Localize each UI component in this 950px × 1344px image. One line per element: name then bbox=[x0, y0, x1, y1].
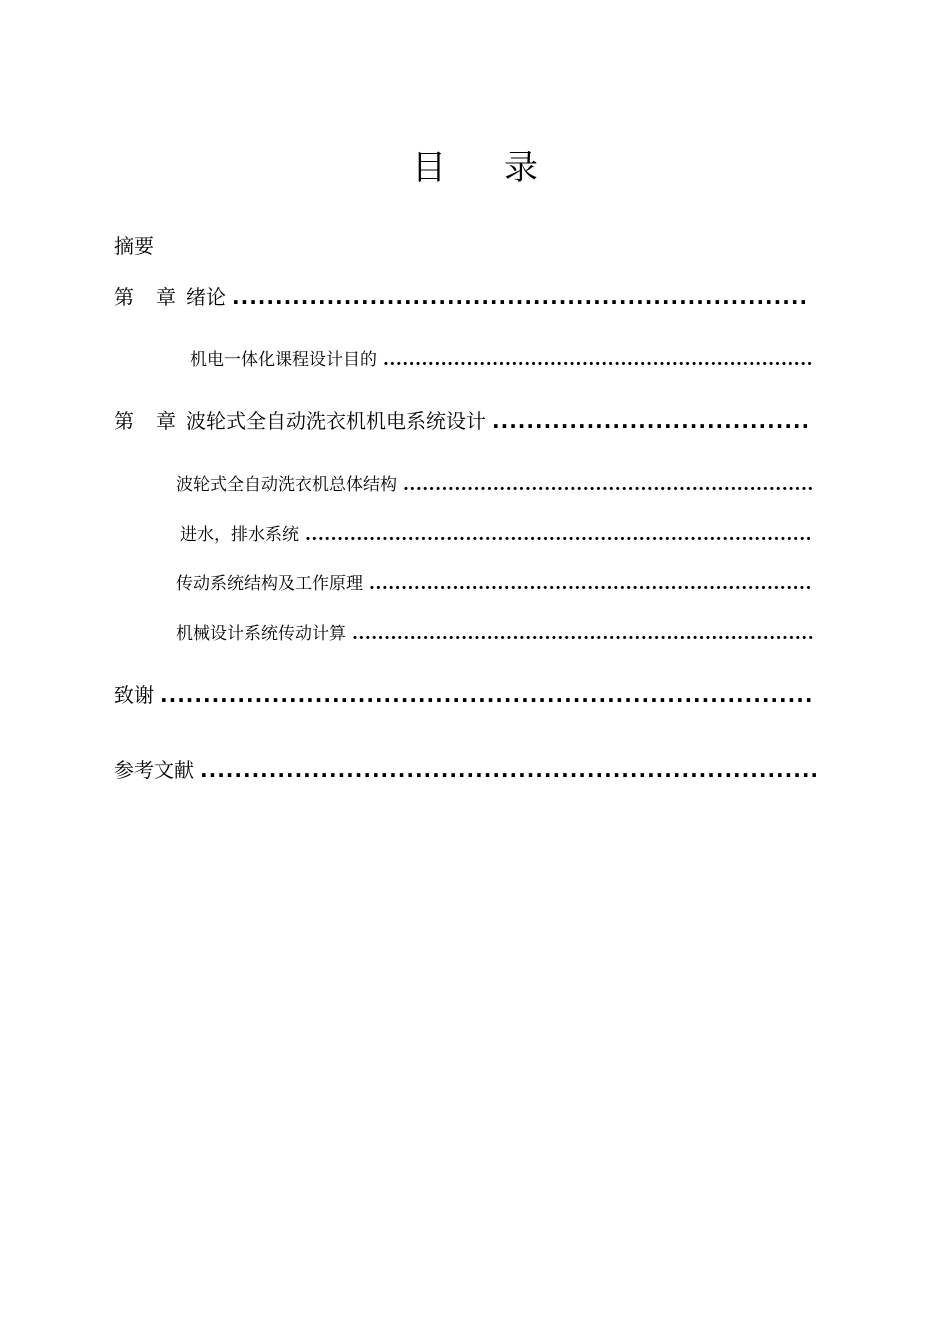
toc-entry-label: 致谢 bbox=[114, 683, 154, 707]
toc-leader-dots bbox=[369, 576, 812, 593]
page-title bbox=[0, 140, 950, 189]
chapter-prefix-zhang: 章 bbox=[156, 285, 176, 309]
toc-entry-chapter-1[interactable] bbox=[114, 287, 810, 307]
toc-leader-dots bbox=[160, 685, 814, 705]
toc-entry-section-2-2[interactable] bbox=[180, 527, 812, 544]
toc-entry-label: 传动系统结构及工作原理 bbox=[176, 574, 363, 594]
toc-leader-dots bbox=[383, 352, 812, 369]
toc-entry-label: 机械设计系统传动计算 bbox=[176, 624, 346, 644]
toc-entry-section-2-3[interactable] bbox=[176, 576, 812, 593]
toc-entry-label: 波轮式全自动洗衣机总体结构 bbox=[176, 475, 397, 495]
toc-entry-label: 摘要 bbox=[114, 234, 154, 258]
toc-entry-acknowledgement[interactable] bbox=[114, 685, 814, 705]
toc-entry-label: 进水，排水系统 bbox=[180, 525, 299, 545]
toc-leader-dots bbox=[200, 760, 816, 780]
chapter-prefix bbox=[114, 287, 186, 307]
toc-entry-abstract[interactable] bbox=[114, 236, 154, 256]
toc-leader-dots bbox=[492, 411, 808, 431]
chapter-title: 波轮式全自动洗衣机机电系统设计 bbox=[186, 409, 486, 433]
toc-leader-dots bbox=[352, 626, 814, 643]
chapter-title: 绪论 bbox=[186, 285, 226, 309]
toc-leader-dots bbox=[232, 287, 810, 307]
chapter-prefix-di: 第 bbox=[114, 409, 134, 433]
toc-entry-label: 机电一体化课程设计目的 bbox=[190, 350, 377, 370]
toc-leader-dots bbox=[403, 477, 814, 494]
toc-leader-dots bbox=[305, 527, 812, 544]
toc-entry-label: 参考文献 bbox=[114, 758, 194, 782]
page-title-char-2: 录 bbox=[504, 148, 538, 188]
chapter-prefix-di: 第 bbox=[114, 285, 134, 309]
toc-entry-references[interactable] bbox=[114, 760, 816, 780]
toc-entry-section-2-1[interactable] bbox=[176, 477, 814, 494]
toc-entry-label bbox=[114, 411, 486, 431]
toc-entry-chapter-2[interactable] bbox=[114, 411, 808, 431]
toc-entry-label bbox=[114, 287, 226, 307]
toc-entry-section-1-1[interactable] bbox=[190, 352, 812, 369]
chapter-prefix bbox=[114, 411, 186, 431]
chapter-prefix-zhang: 章 bbox=[156, 409, 176, 433]
toc-entry-section-2-4[interactable] bbox=[176, 626, 814, 643]
page-title-char-1: 目 bbox=[412, 148, 446, 188]
